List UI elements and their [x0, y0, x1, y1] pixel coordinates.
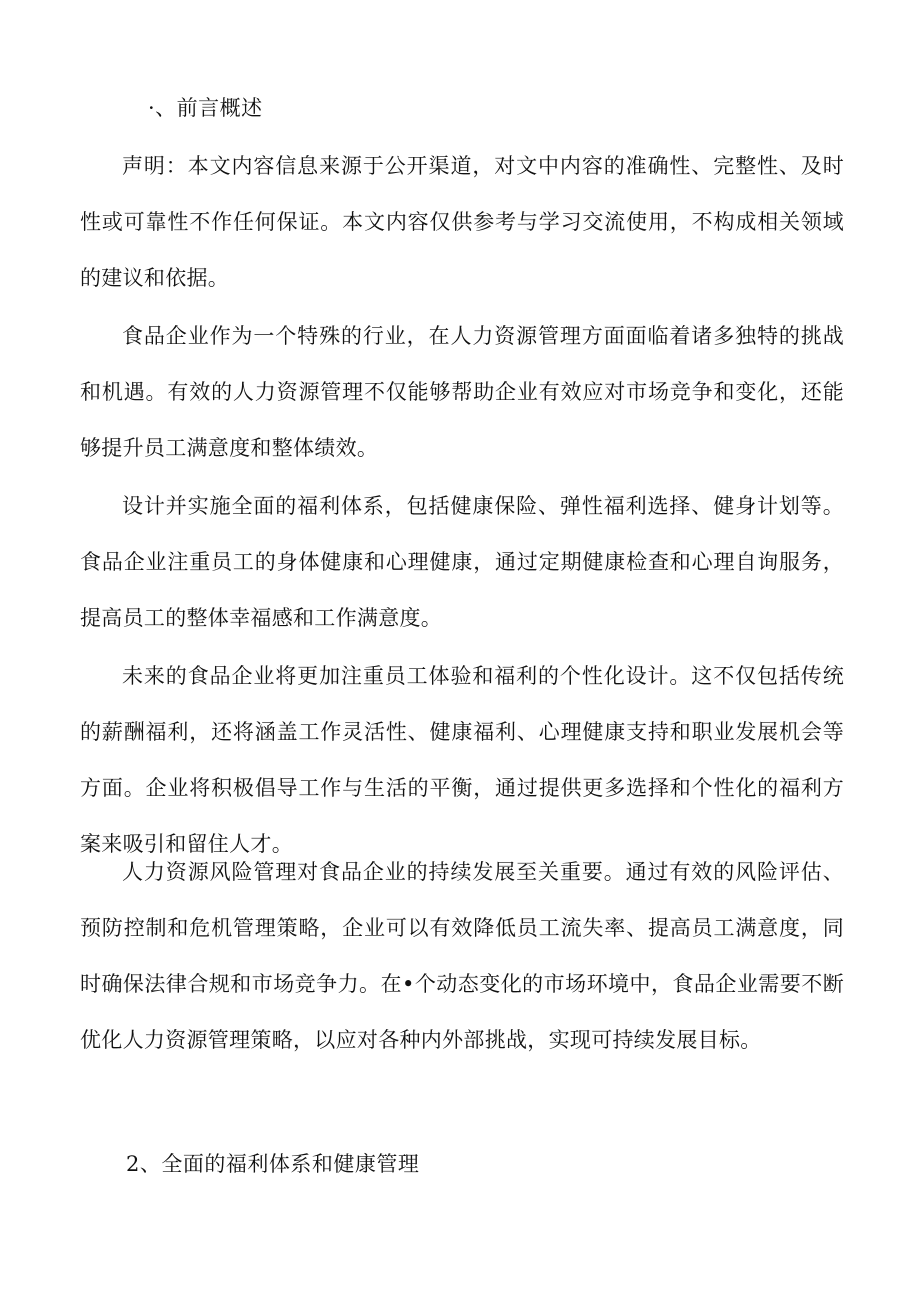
paragraph-intro: 食品企业作为一个特殊的行业，在人力资源管理方面面临着诸多独特的挑战和机遇。有效的人力资源管理不仅能够帮助企业有效应对市场竞争和变化，还能够提升员工满意度和整体绩效。 [80, 324, 844, 460]
paragraph-risk-management: 人力资源风险管理对食品企业的持续发展至关重要。通过有效的风险评估、预防控制和危机管理策略，企业可以有效降低员工流失率、提高员工满意度，同时确保法律合规和市场竞争力。在•个动态变化的市场环境中，食品企业需要不断优化人力资源管理策略，以应对各种内外部挑战，实现可持续发展目标。 [80, 860, 844, 1052]
paragraph-disclaimer: 声明：本文内容信息来源于公开渠道，对文中内容的准确性、完整性、及时性或可靠性不作任何保证。本文内容仅供参考与学习交流使用，不构成相关领域的建议和依据。 [80, 154, 844, 290]
subsection-heading: 2、全面的福利体系和健康管理 [126, 1152, 420, 1176]
paragraph-welfare-system: 设计并实施全面的福利体系，包括健康保险、弹性福利选择、健身计划等。食品企业注重员工的身体健康和心理健康，通过定期健康检查和心理自询服务，提高员工的整体幸福感和工作满意度。 [80, 494, 844, 630]
paragraph-future-trends: 未来的食品企业将更加注重员工体验和福利的个性化设计。这不仅包括传统的薪酬福利，还将涵盖工作灵活性、健康福利、心理健康支持和职业发展机会等方面。企业将积极倡导工作与生活的平衡，通过提供更多选择和个性化的福利方案来吸引和留住人才。 [80, 664, 844, 856]
section-heading: ·、前言概述 [148, 96, 263, 120]
